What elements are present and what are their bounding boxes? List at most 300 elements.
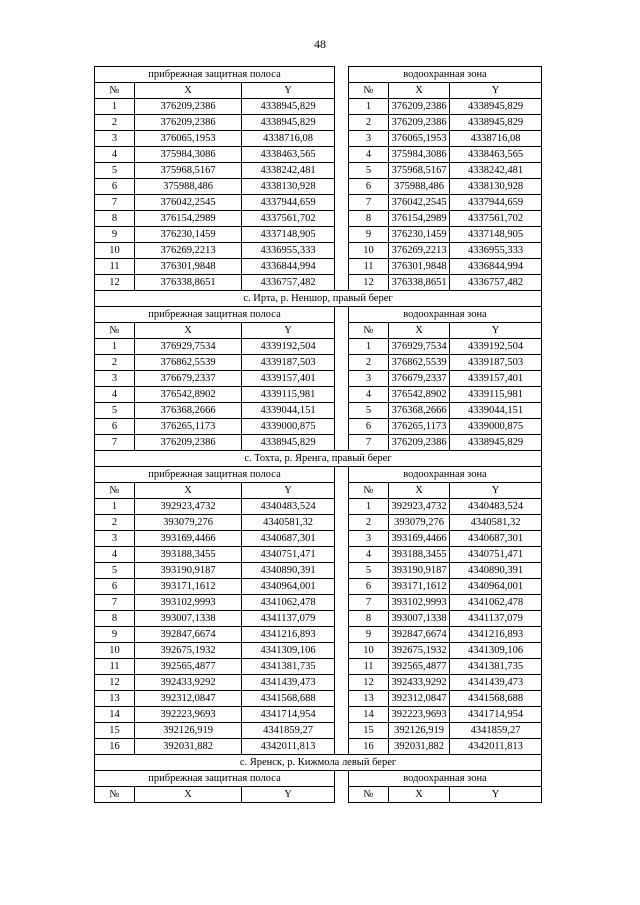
table-gap bbox=[335, 339, 349, 355]
table-gap bbox=[335, 195, 349, 211]
zone-y-value: 4340890,391 bbox=[450, 563, 542, 579]
table-gap bbox=[335, 547, 349, 563]
zone-x-value: 392223,9693 bbox=[389, 707, 450, 723]
zone-point-number: 7 bbox=[349, 195, 389, 211]
strip-y-value: 4338130,928 bbox=[242, 179, 335, 195]
table-gap bbox=[335, 307, 349, 323]
strip-x-value: 376862,5539 bbox=[135, 355, 242, 371]
strip-y-value: 4338242,481 bbox=[242, 163, 335, 179]
zone-x-value: 392312,0847 bbox=[389, 691, 450, 707]
settlement-row bbox=[95, 451, 542, 467]
zone-x-value: 392433,9292 bbox=[389, 675, 450, 691]
zone-point-number: 12 bbox=[349, 675, 389, 691]
zone-point-number: 2 bbox=[349, 355, 389, 371]
table-gap bbox=[335, 643, 349, 659]
settlement-row bbox=[95, 755, 542, 771]
zone-y-value: 4342011,813 bbox=[450, 739, 542, 755]
zone-x-value: 376230,1459 bbox=[389, 227, 450, 243]
strip-point-number: 6 bbox=[95, 179, 135, 195]
zone-y-value: 4341309,106 bbox=[450, 643, 542, 659]
strip-x-value: 392433,9292 bbox=[135, 675, 242, 691]
settlement-title: с. Яренск, р. Кижмола левый берег bbox=[95, 755, 542, 771]
zone-x-value: 375988,486 bbox=[389, 179, 450, 195]
table-row bbox=[95, 259, 542, 275]
strip-x-value: 376301,9848 bbox=[135, 259, 242, 275]
strip-point-number: 16 bbox=[95, 739, 135, 755]
table-gap bbox=[335, 627, 349, 643]
strip-point-number: 4 bbox=[95, 147, 135, 163]
zone-point-number: 5 bbox=[349, 403, 389, 419]
table-row bbox=[95, 643, 542, 659]
strip-point-number: 5 bbox=[95, 563, 135, 579]
table-row bbox=[95, 563, 542, 579]
table-gap bbox=[335, 419, 349, 435]
strip-x-value: 392565,4877 bbox=[135, 659, 242, 675]
strip-point-number: 5 bbox=[95, 163, 135, 179]
table-row bbox=[95, 707, 542, 723]
strip-y-value: 4338716,08 bbox=[242, 131, 335, 147]
strip-x-value: 375984,3086 bbox=[135, 147, 242, 163]
strip-x-value: 376209,2386 bbox=[135, 115, 242, 131]
strip-point-number: 15 bbox=[95, 723, 135, 739]
table-gap bbox=[335, 467, 349, 483]
strip-num-header: № bbox=[95, 83, 135, 99]
strip-point-number: 7 bbox=[95, 595, 135, 611]
strip-point-number: 4 bbox=[95, 547, 135, 563]
table-row bbox=[95, 115, 542, 131]
zone-x-value: 393188,3455 bbox=[389, 547, 450, 563]
column-header-row bbox=[95, 83, 542, 99]
page-number: 48 bbox=[314, 37, 326, 51]
coordinates-document bbox=[94, 66, 541, 803]
strip-header: прибрежная защитная полоса bbox=[95, 67, 335, 83]
zone-x-value: 376368,2666 bbox=[389, 403, 450, 419]
zone-y-value: 4338945,829 bbox=[450, 99, 542, 115]
zone-x-value: 392923,4732 bbox=[389, 499, 450, 515]
strip-point-number: 3 bbox=[95, 371, 135, 387]
strip-y-value: 4340751,471 bbox=[242, 547, 335, 563]
zone-y-value: 4340687,301 bbox=[450, 531, 542, 547]
table-row bbox=[95, 419, 542, 435]
zone-x-value: 376862,5539 bbox=[389, 355, 450, 371]
zone-x-value: 392031,882 bbox=[389, 739, 450, 755]
strip-y-value: 4338945,829 bbox=[242, 115, 335, 131]
table-row bbox=[95, 435, 542, 451]
zone-header: водоохранная зона bbox=[349, 771, 542, 787]
zone-y-value: 4337148,905 bbox=[450, 227, 542, 243]
strip-point-number: 9 bbox=[95, 227, 135, 243]
zone-num-header: № bbox=[349, 83, 389, 99]
strip-y-value: 4336955,333 bbox=[242, 243, 335, 259]
table-row bbox=[95, 243, 542, 259]
strip-y-value: 4340687,301 bbox=[242, 531, 335, 547]
strip-y-value: 4339115,981 bbox=[242, 387, 335, 403]
zone-point-number: 8 bbox=[349, 611, 389, 627]
zone-point-number: 1 bbox=[349, 499, 389, 515]
strip-y-value: 4337944,659 bbox=[242, 195, 335, 211]
column-header-row bbox=[95, 483, 542, 499]
strip-x-value: 392923,4732 bbox=[135, 499, 242, 515]
zone-y-value: 4336757,482 bbox=[450, 275, 542, 291]
zone-point-number: 4 bbox=[349, 387, 389, 403]
table-row bbox=[95, 131, 542, 147]
strip-x-header: X bbox=[135, 83, 242, 99]
zone-y-value: 4339187,503 bbox=[450, 355, 542, 371]
zone-x-value: 393079,276 bbox=[389, 515, 450, 531]
table-gap bbox=[335, 163, 349, 179]
table-gap bbox=[335, 707, 349, 723]
table-row bbox=[95, 595, 542, 611]
zone-point-number: 1 bbox=[349, 339, 389, 355]
strip-point-number: 5 bbox=[95, 403, 135, 419]
zone-x-header: X bbox=[389, 323, 450, 339]
zone-point-number: 12 bbox=[349, 275, 389, 291]
column-header-row bbox=[95, 787, 542, 803]
strip-x-value: 393102,9993 bbox=[135, 595, 242, 611]
strip-point-number: 2 bbox=[95, 355, 135, 371]
strip-point-number: 1 bbox=[95, 99, 135, 115]
zone-y-value: 4341859,27 bbox=[450, 723, 542, 739]
strip-y-value: 4338945,829 bbox=[242, 435, 335, 451]
strip-y-value: 4340581,32 bbox=[242, 515, 335, 531]
strip-x-value: 392031,882 bbox=[135, 739, 242, 755]
strip-y-header: Y bbox=[242, 787, 335, 803]
strip-x-value: 392223,9693 bbox=[135, 707, 242, 723]
zone-x-value: 393171,1612 bbox=[389, 579, 450, 595]
strip-point-number: 1 bbox=[95, 339, 135, 355]
zone-y-value: 4338463,565 bbox=[450, 147, 542, 163]
strip-point-number: 13 bbox=[95, 691, 135, 707]
strip-x-value: 376042,2545 bbox=[135, 195, 242, 211]
table-row bbox=[95, 195, 542, 211]
strip-point-number: 9 bbox=[95, 627, 135, 643]
zone-x-value: 376065,1953 bbox=[389, 131, 450, 147]
table-row bbox=[95, 339, 542, 355]
strip-point-number: 12 bbox=[95, 275, 135, 291]
zone-y-value: 4339044,151 bbox=[450, 403, 542, 419]
zone-x-value: 376042,2545 bbox=[389, 195, 450, 211]
strip-y-value: 4341714,954 bbox=[242, 707, 335, 723]
zone-y-value: 4339115,981 bbox=[450, 387, 542, 403]
zone-y-header: Y bbox=[450, 83, 542, 99]
strip-y-value: 4337561,702 bbox=[242, 211, 335, 227]
table-gap bbox=[335, 515, 349, 531]
table-gap bbox=[335, 595, 349, 611]
zone-point-number: 6 bbox=[349, 419, 389, 435]
table-gap bbox=[335, 387, 349, 403]
zone-point-number: 2 bbox=[349, 515, 389, 531]
table-row bbox=[95, 387, 542, 403]
zone-x-value: 376301,9848 bbox=[389, 259, 450, 275]
table-row bbox=[95, 403, 542, 419]
strip-x-value: 376338,8651 bbox=[135, 275, 242, 291]
zone-point-number: 9 bbox=[349, 627, 389, 643]
zone-point-number: 14 bbox=[349, 707, 389, 723]
strip-point-number: 2 bbox=[95, 515, 135, 531]
zone-point-number: 4 bbox=[349, 547, 389, 563]
zone-x-value: 376338,8651 bbox=[389, 275, 450, 291]
zone-y-value: 4340483,524 bbox=[450, 499, 542, 515]
strip-point-number: 1 bbox=[95, 499, 135, 515]
zone-point-number: 15 bbox=[349, 723, 389, 739]
strip-x-header: X bbox=[135, 483, 242, 499]
zone-y-value: 4338716,08 bbox=[450, 131, 542, 147]
strip-y-value: 4338463,565 bbox=[242, 147, 335, 163]
zone-point-number: 5 bbox=[349, 563, 389, 579]
zone-point-number: 16 bbox=[349, 739, 389, 755]
zone-y-value: 4339157,401 bbox=[450, 371, 542, 387]
zone-x-value: 376269,2213 bbox=[389, 243, 450, 259]
table-row bbox=[95, 691, 542, 707]
table-gap bbox=[335, 531, 349, 547]
strip-x-value: 376542,8902 bbox=[135, 387, 242, 403]
zone-y-value: 4338945,829 bbox=[450, 115, 542, 131]
strip-y-value: 4338945,829 bbox=[242, 99, 335, 115]
zone-x-value: 392565,4877 bbox=[389, 659, 450, 675]
strip-y-value: 4341381,735 bbox=[242, 659, 335, 675]
zone-header: водоохранная зона bbox=[349, 307, 542, 323]
zone-y-value: 4337944,659 bbox=[450, 195, 542, 211]
zone-x-value: 376542,8902 bbox=[389, 387, 450, 403]
zone-point-number: 1 bbox=[349, 99, 389, 115]
strip-num-header: № bbox=[95, 483, 135, 499]
table-gap bbox=[335, 499, 349, 515]
table-gap bbox=[335, 435, 349, 451]
table-row bbox=[95, 227, 542, 243]
settlement-row bbox=[95, 291, 542, 307]
table-row bbox=[95, 547, 542, 563]
zone-y-value: 4339192,504 bbox=[450, 339, 542, 355]
table-gap bbox=[335, 259, 349, 275]
strip-x-value: 376265,1173 bbox=[135, 419, 242, 435]
strip-y-value: 4339192,504 bbox=[242, 339, 335, 355]
strip-y-value: 4336757,482 bbox=[242, 275, 335, 291]
table-row bbox=[95, 147, 542, 163]
zone-x-value: 392675,1932 bbox=[389, 643, 450, 659]
strip-x-value: 393079,276 bbox=[135, 515, 242, 531]
table-gap bbox=[335, 275, 349, 291]
table-row bbox=[95, 627, 542, 643]
strip-y-value: 4339000,875 bbox=[242, 419, 335, 435]
table-gap bbox=[335, 179, 349, 195]
table-row bbox=[95, 531, 542, 547]
strip-point-number: 6 bbox=[95, 579, 135, 595]
strip-y-header: Y bbox=[242, 83, 335, 99]
table-gap bbox=[335, 131, 349, 147]
strip-y-value: 4342011,813 bbox=[242, 739, 335, 755]
strip-x-value: 393190,9187 bbox=[135, 563, 242, 579]
strip-y-value: 4340483,524 bbox=[242, 499, 335, 515]
coordinates-table bbox=[94, 66, 542, 803]
zone-point-number: 9 bbox=[349, 227, 389, 243]
strip-point-number: 7 bbox=[95, 195, 135, 211]
table-row bbox=[95, 659, 542, 675]
table-row bbox=[95, 611, 542, 627]
table-row bbox=[95, 355, 542, 371]
zone-header-row bbox=[95, 771, 542, 787]
zone-header: водоохранная зона bbox=[349, 67, 542, 83]
zone-num-header: № bbox=[349, 483, 389, 499]
table-gap bbox=[335, 675, 349, 691]
zone-y-value: 4341568,688 bbox=[450, 691, 542, 707]
strip-x-value: 375968,5167 bbox=[135, 163, 242, 179]
table-gap bbox=[335, 99, 349, 115]
strip-x-value: 393007,1338 bbox=[135, 611, 242, 627]
strip-y-value: 4339044,151 bbox=[242, 403, 335, 419]
strip-point-number: 14 bbox=[95, 707, 135, 723]
strip-x-value: 376209,2386 bbox=[135, 99, 242, 115]
zone-point-number: 3 bbox=[349, 371, 389, 387]
zone-point-number: 13 bbox=[349, 691, 389, 707]
table-gap bbox=[335, 723, 349, 739]
zone-point-number: 6 bbox=[349, 579, 389, 595]
zone-point-number: 10 bbox=[349, 243, 389, 259]
strip-x-value: 375988,486 bbox=[135, 179, 242, 195]
strip-header: прибрежная защитная полоса bbox=[95, 307, 335, 323]
zone-x-value: 393102,9993 bbox=[389, 595, 450, 611]
strip-y-header: Y bbox=[242, 483, 335, 499]
zone-header-row bbox=[95, 467, 542, 483]
settlement-title: с. Тохта, р. Яренга, правый берег bbox=[95, 451, 542, 467]
zone-x-value: 393007,1338 bbox=[389, 611, 450, 627]
strip-point-number: 3 bbox=[95, 531, 135, 547]
zone-point-number: 10 bbox=[349, 643, 389, 659]
zone-x-header: X bbox=[389, 483, 450, 499]
strip-x-value: 376929,7534 bbox=[135, 339, 242, 355]
zone-x-header: X bbox=[389, 83, 450, 99]
strip-x-value: 376154,2989 bbox=[135, 211, 242, 227]
strip-x-value: 392312,0847 bbox=[135, 691, 242, 707]
zone-point-number: 2 bbox=[349, 115, 389, 131]
strip-x-header: X bbox=[135, 323, 242, 339]
strip-y-value: 4341859,27 bbox=[242, 723, 335, 739]
strip-x-value: 393171,1612 bbox=[135, 579, 242, 595]
strip-y-value: 4341568,688 bbox=[242, 691, 335, 707]
table-gap bbox=[335, 563, 349, 579]
zone-y-value: 4336955,333 bbox=[450, 243, 542, 259]
table-row bbox=[95, 275, 542, 291]
table-row bbox=[95, 739, 542, 755]
table-gap bbox=[335, 579, 349, 595]
table-row bbox=[95, 723, 542, 739]
strip-x-value: 376368,2666 bbox=[135, 403, 242, 419]
strip-point-number: 11 bbox=[95, 659, 135, 675]
strip-y-value: 4341137,079 bbox=[242, 611, 335, 627]
strip-point-number: 8 bbox=[95, 611, 135, 627]
strip-y-header: Y bbox=[242, 323, 335, 339]
strip-header: прибрежная защитная полоса bbox=[95, 771, 335, 787]
zone-y-value: 4340964,001 bbox=[450, 579, 542, 595]
zone-x-value: 393169,4466 bbox=[389, 531, 450, 547]
zone-point-number: 11 bbox=[349, 259, 389, 275]
zone-x-value: 376154,2989 bbox=[389, 211, 450, 227]
zone-point-number: 3 bbox=[349, 531, 389, 547]
table-row bbox=[95, 579, 542, 595]
strip-point-number: 3 bbox=[95, 131, 135, 147]
table-gap bbox=[335, 115, 349, 131]
strip-x-value: 376269,2213 bbox=[135, 243, 242, 259]
strip-point-number: 2 bbox=[95, 115, 135, 131]
strip-x-value: 376209,2386 bbox=[135, 435, 242, 451]
strip-y-value: 4336844,994 bbox=[242, 259, 335, 275]
zone-y-value: 4341062,478 bbox=[450, 595, 542, 611]
strip-x-value: 392847,6674 bbox=[135, 627, 242, 643]
zone-x-value: 376679,2337 bbox=[389, 371, 450, 387]
strip-x-value: 393169,4466 bbox=[135, 531, 242, 547]
table-row bbox=[95, 211, 542, 227]
strip-x-value: 376230,1459 bbox=[135, 227, 242, 243]
zone-header-row bbox=[95, 307, 542, 323]
zone-y-value: 4341381,735 bbox=[450, 659, 542, 675]
table-gap bbox=[335, 611, 349, 627]
table-row bbox=[95, 499, 542, 515]
strip-point-number: 12 bbox=[95, 675, 135, 691]
zone-y-header: Y bbox=[450, 323, 542, 339]
zone-y-value: 4340581,32 bbox=[450, 515, 542, 531]
strip-num-header: № bbox=[95, 323, 135, 339]
strip-y-value: 4339187,503 bbox=[242, 355, 335, 371]
table-row bbox=[95, 675, 542, 691]
zone-header-row bbox=[95, 67, 542, 83]
strip-y-value: 4337148,905 bbox=[242, 227, 335, 243]
strip-point-number: 10 bbox=[95, 643, 135, 659]
strip-y-value: 4341216,893 bbox=[242, 627, 335, 643]
table-row bbox=[95, 163, 542, 179]
table-gap bbox=[335, 371, 349, 387]
zone-point-number: 4 bbox=[349, 147, 389, 163]
table-gap bbox=[335, 243, 349, 259]
table-row bbox=[95, 515, 542, 531]
table-gap bbox=[335, 211, 349, 227]
strip-y-value: 4339157,401 bbox=[242, 371, 335, 387]
table-gap bbox=[335, 227, 349, 243]
table-gap bbox=[335, 355, 349, 371]
zone-x-value: 376265,1173 bbox=[389, 419, 450, 435]
table-gap bbox=[335, 659, 349, 675]
zone-x-value: 376209,2386 bbox=[389, 115, 450, 131]
zone-num-header: № bbox=[349, 323, 389, 339]
strip-x-value: 376065,1953 bbox=[135, 131, 242, 147]
zone-num-header: № bbox=[349, 787, 389, 803]
table-gap bbox=[335, 483, 349, 499]
settlement-title: с. Ирта, р. Неншор, правый берег bbox=[95, 291, 542, 307]
zone-point-number: 7 bbox=[349, 435, 389, 451]
table-gap bbox=[335, 403, 349, 419]
zone-y-value: 4338130,928 bbox=[450, 179, 542, 195]
zone-point-number: 11 bbox=[349, 659, 389, 675]
zone-x-value: 392847,6674 bbox=[389, 627, 450, 643]
zone-y-value: 4337561,702 bbox=[450, 211, 542, 227]
strip-point-number: 4 bbox=[95, 387, 135, 403]
strip-point-number: 10 bbox=[95, 243, 135, 259]
zone-y-header: Y bbox=[450, 787, 542, 803]
zone-point-number: 6 bbox=[349, 179, 389, 195]
zone-x-header: X bbox=[389, 787, 450, 803]
strip-point-number: 7 bbox=[95, 435, 135, 451]
table-gap bbox=[335, 83, 349, 99]
zone-x-value: 393190,9187 bbox=[389, 563, 450, 579]
strip-y-value: 4341062,478 bbox=[242, 595, 335, 611]
zone-point-number: 5 bbox=[349, 163, 389, 179]
table-row bbox=[95, 371, 542, 387]
zone-header: водоохранная зона bbox=[349, 467, 542, 483]
strip-x-value: 392126,919 bbox=[135, 723, 242, 739]
strip-x-value: 376679,2337 bbox=[135, 371, 242, 387]
zone-x-value: 376209,2386 bbox=[389, 99, 450, 115]
zone-x-value: 376209,2386 bbox=[389, 435, 450, 451]
table-gap bbox=[335, 67, 349, 83]
strip-header: прибрежная защитная полоса bbox=[95, 467, 335, 483]
